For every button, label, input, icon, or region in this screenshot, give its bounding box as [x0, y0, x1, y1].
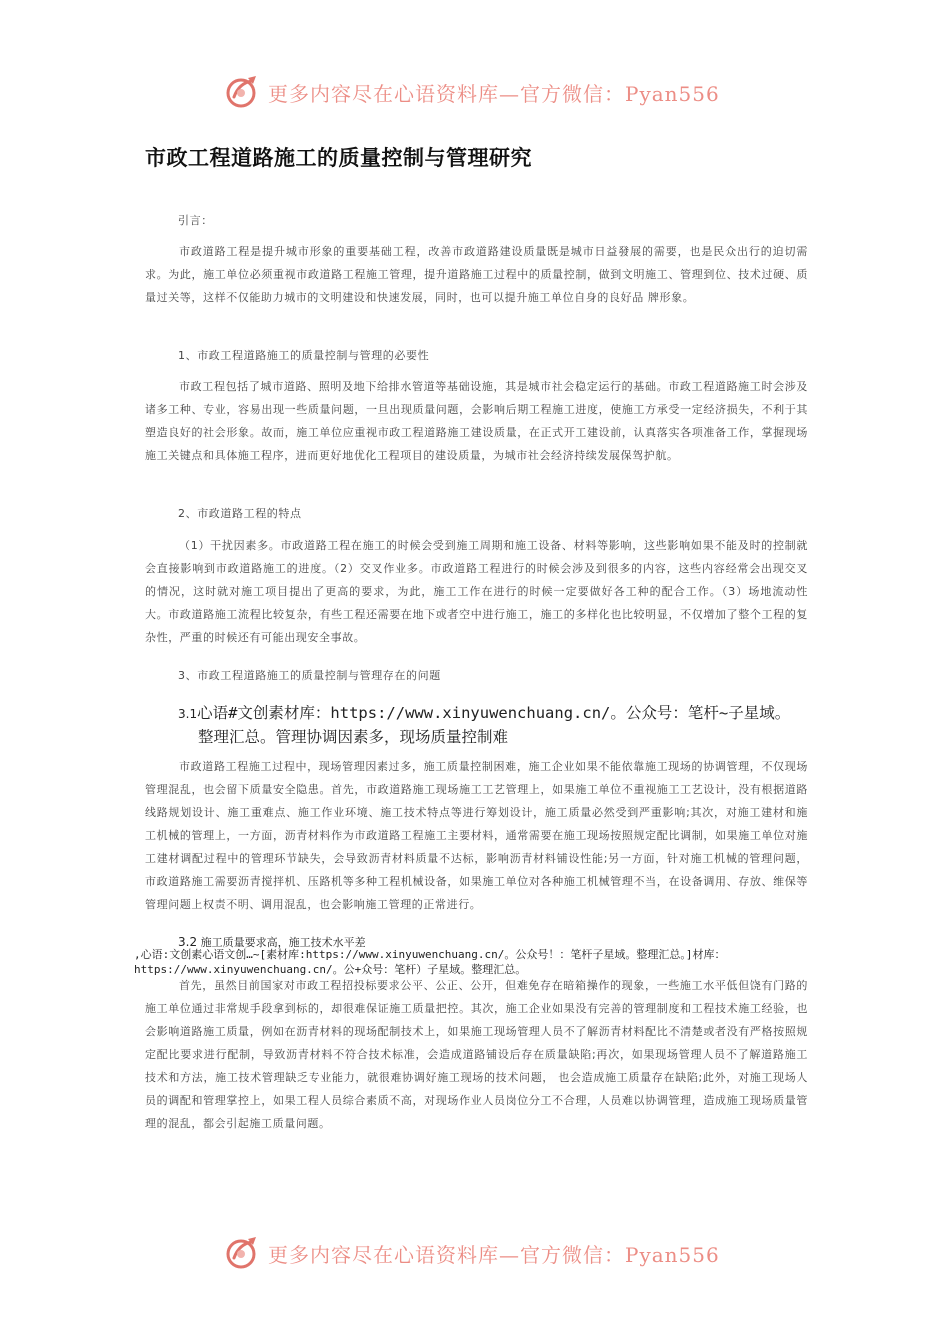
- section2-paragraph: （1）干扰因素多。市政道路工程在施工的时候会受到施工周期和施工设备、材料等影响，这些影响如果不能及时的控制就会直接影响到市政道路施工的进度。（2）交叉作业多。市政道路工程进行的时候会涉及到很多的内容，这些内容经常会出现交叉的情况，这时就对施工项目提出了更高的要求，为此，施工工作在进行的时候一定要做好各工种的配合工作。（3）场地流动性大。市政道路施工流程比较复杂，有些工程还需要在地下或者空中进行施工，施工的多样化也比较明显，不仅增加了整个工程的复杂性，严重的时候还有可能出现安全事故。: [145, 539, 808, 644]
- subsection32-paragraph: 首先，虽然目前国家对市政工程招投标要求公平、公正、公开，但难免存在暗箱操作的现象，一些施工水平低但饶有门路的施工单位通过非常规手段拿到标的，却很难保证施工质量把控。其次，施工企业如果没有完善的管理制度和工程技术施工经验，也会影响道路施工质量，例如在沥青材料的现场配制技术上，如果施工现场管理人员不了解沥青材料配比不清楚或者没有严格按照规定配比要求进行配制，导致沥青材料不符合技术标准，会造成道路铺设后存在质量缺陷;再次，如果现场管理人员不了解道路施工技术和方法，施工技术管理缺乏专业能力，就很难协调好施工现场的技术问题， 也会造成施工质量存在缺陷;此外，对施工现场人员的调配和管理掌控上，如果工程人员综合素质不高，对现场作业人员岗位分工不合理，人员难以协调管理，造成施工现场质量管理的混乱，都会引起施工质量问题。: [145, 979, 808, 1130]
- section1-paragraph: 市政工程包括了城市道路、照明及地下给排水管道等基础设施，其是城市社会稳定运行的基础。市政工程道路施工时会涉及诸多工种、专业，容易出现一些质量问题，一旦出现质量问题，会影响后期工程施工进度，使施工方承受一定经济损失，不利于其塑造良好的社会形象。故而，施工单位应重视市政工程道路施工建设质量，在正式开工建设前，认真落实各项准备工作，掌握现场施工关键点和具体施工程序，进而更好地优化工程项目的建设质量，为城市社会经济持续发展保驾护航。: [145, 380, 808, 462]
- section2-heading: 2、市政道路工程的特点: [178, 507, 302, 520]
- header-banner: [222, 72, 722, 112]
- footer-banner: [222, 1233, 722, 1273]
- subsection31-line2: 整理汇总。管理协调因素多，现场质量控制难: [198, 728, 509, 746]
- subsection31-number: 3.1: [178, 707, 198, 721]
- watermark-text: [134, 947, 834, 977]
- subsection32-text: 施工质量要求高，施工技术水平差: [200, 936, 366, 949]
- intro-label: 引言：: [178, 214, 213, 227]
- document-title: 市政工程道路施工的质量控制与管理研究: [145, 146, 532, 170]
- brand-logo-icon: [222, 1234, 264, 1272]
- subsection31-heading: [178, 702, 828, 749]
- section3-heading: 3、市政工程道路施工的质量控制与管理存在的问题: [178, 669, 441, 682]
- watermark-line1: ,心语:文创素心语文创…~[素材库:https://www.xinyuwenchuang.cn/。公众号！：笔杆子星域。整理汇总。]材库：: [134, 948, 726, 961]
- subsection31-line1: 心语#文创素材库：https://www.xinyuwenchuang.cn/。公众号：笔杆~子星域。: [197, 704, 791, 722]
- section1-heading: 1、市政工程道路施工的质量控制与管理的必要性: [178, 349, 430, 362]
- watermark-line2: https://www.xinyuwenchuang.cn/。公+众号：笔杆）子星域。整理汇总。: [134, 963, 527, 976]
- subsection32-number: 3.2: [178, 935, 198, 949]
- subsection31-paragraph: 市政道路工程施工过程中，现场管理因素过多，施工质量控制困难，施工企业如果不能依靠施工现场的协调管理，不仅现场管理混乱，也会留下质量安全隐患。首先，市政道路施工现场施工工艺管理上，如果施工单位不重视施工工艺设计，没有根据道路线路规划设计、施工重难点、施工作业环境、施工技术特点等进行筹划设计，施工质量必然受到严重影响;其次，对施工建材和施工机械的管理上，一方面，沥青材料作为市政道路工程施工主要材料，通常需要在施工现场按照规定配比调制，如果施工单位对施工建材调配过程中的管理环节缺失，会导致沥青材料质量不达标，影响沥青材料铺设性能;另一方面，针对施工机械的管理问题，市政道路施工需要沥青搅拌机、压路机等多种工程机械设备，如果施工单位对各种施工机械管理不当，在设备调用、存放、维保等管理问题上权责不明、调用混乱，也会影响施工管理的正常进行。: [145, 760, 808, 911]
- intro-paragraph: 市政道路工程是提升城市形象的重要基础工程，改善市政道路建设质量既是城市日益發展的需要，也是民众出行的迫切需求。为此，施工单位必须重视市政道路工程施工管理，提升道路施工过程中的质量控制，做到文明施工、管理到位、技术过硬、质量过关等，这样不仅能助力城市的文明建设和快速发展，同时，也可以提升施工单位自身的良好品 牌形象。: [145, 245, 808, 304]
- header-banner-text: 更多内容尽在心语资料库—官方微信：Pyan556: [268, 81, 720, 106]
- brand-logo-icon: [222, 73, 264, 111]
- footer-banner-text: 更多内容尽在心语资料库—官方微信：Pyan556: [268, 1242, 720, 1267]
